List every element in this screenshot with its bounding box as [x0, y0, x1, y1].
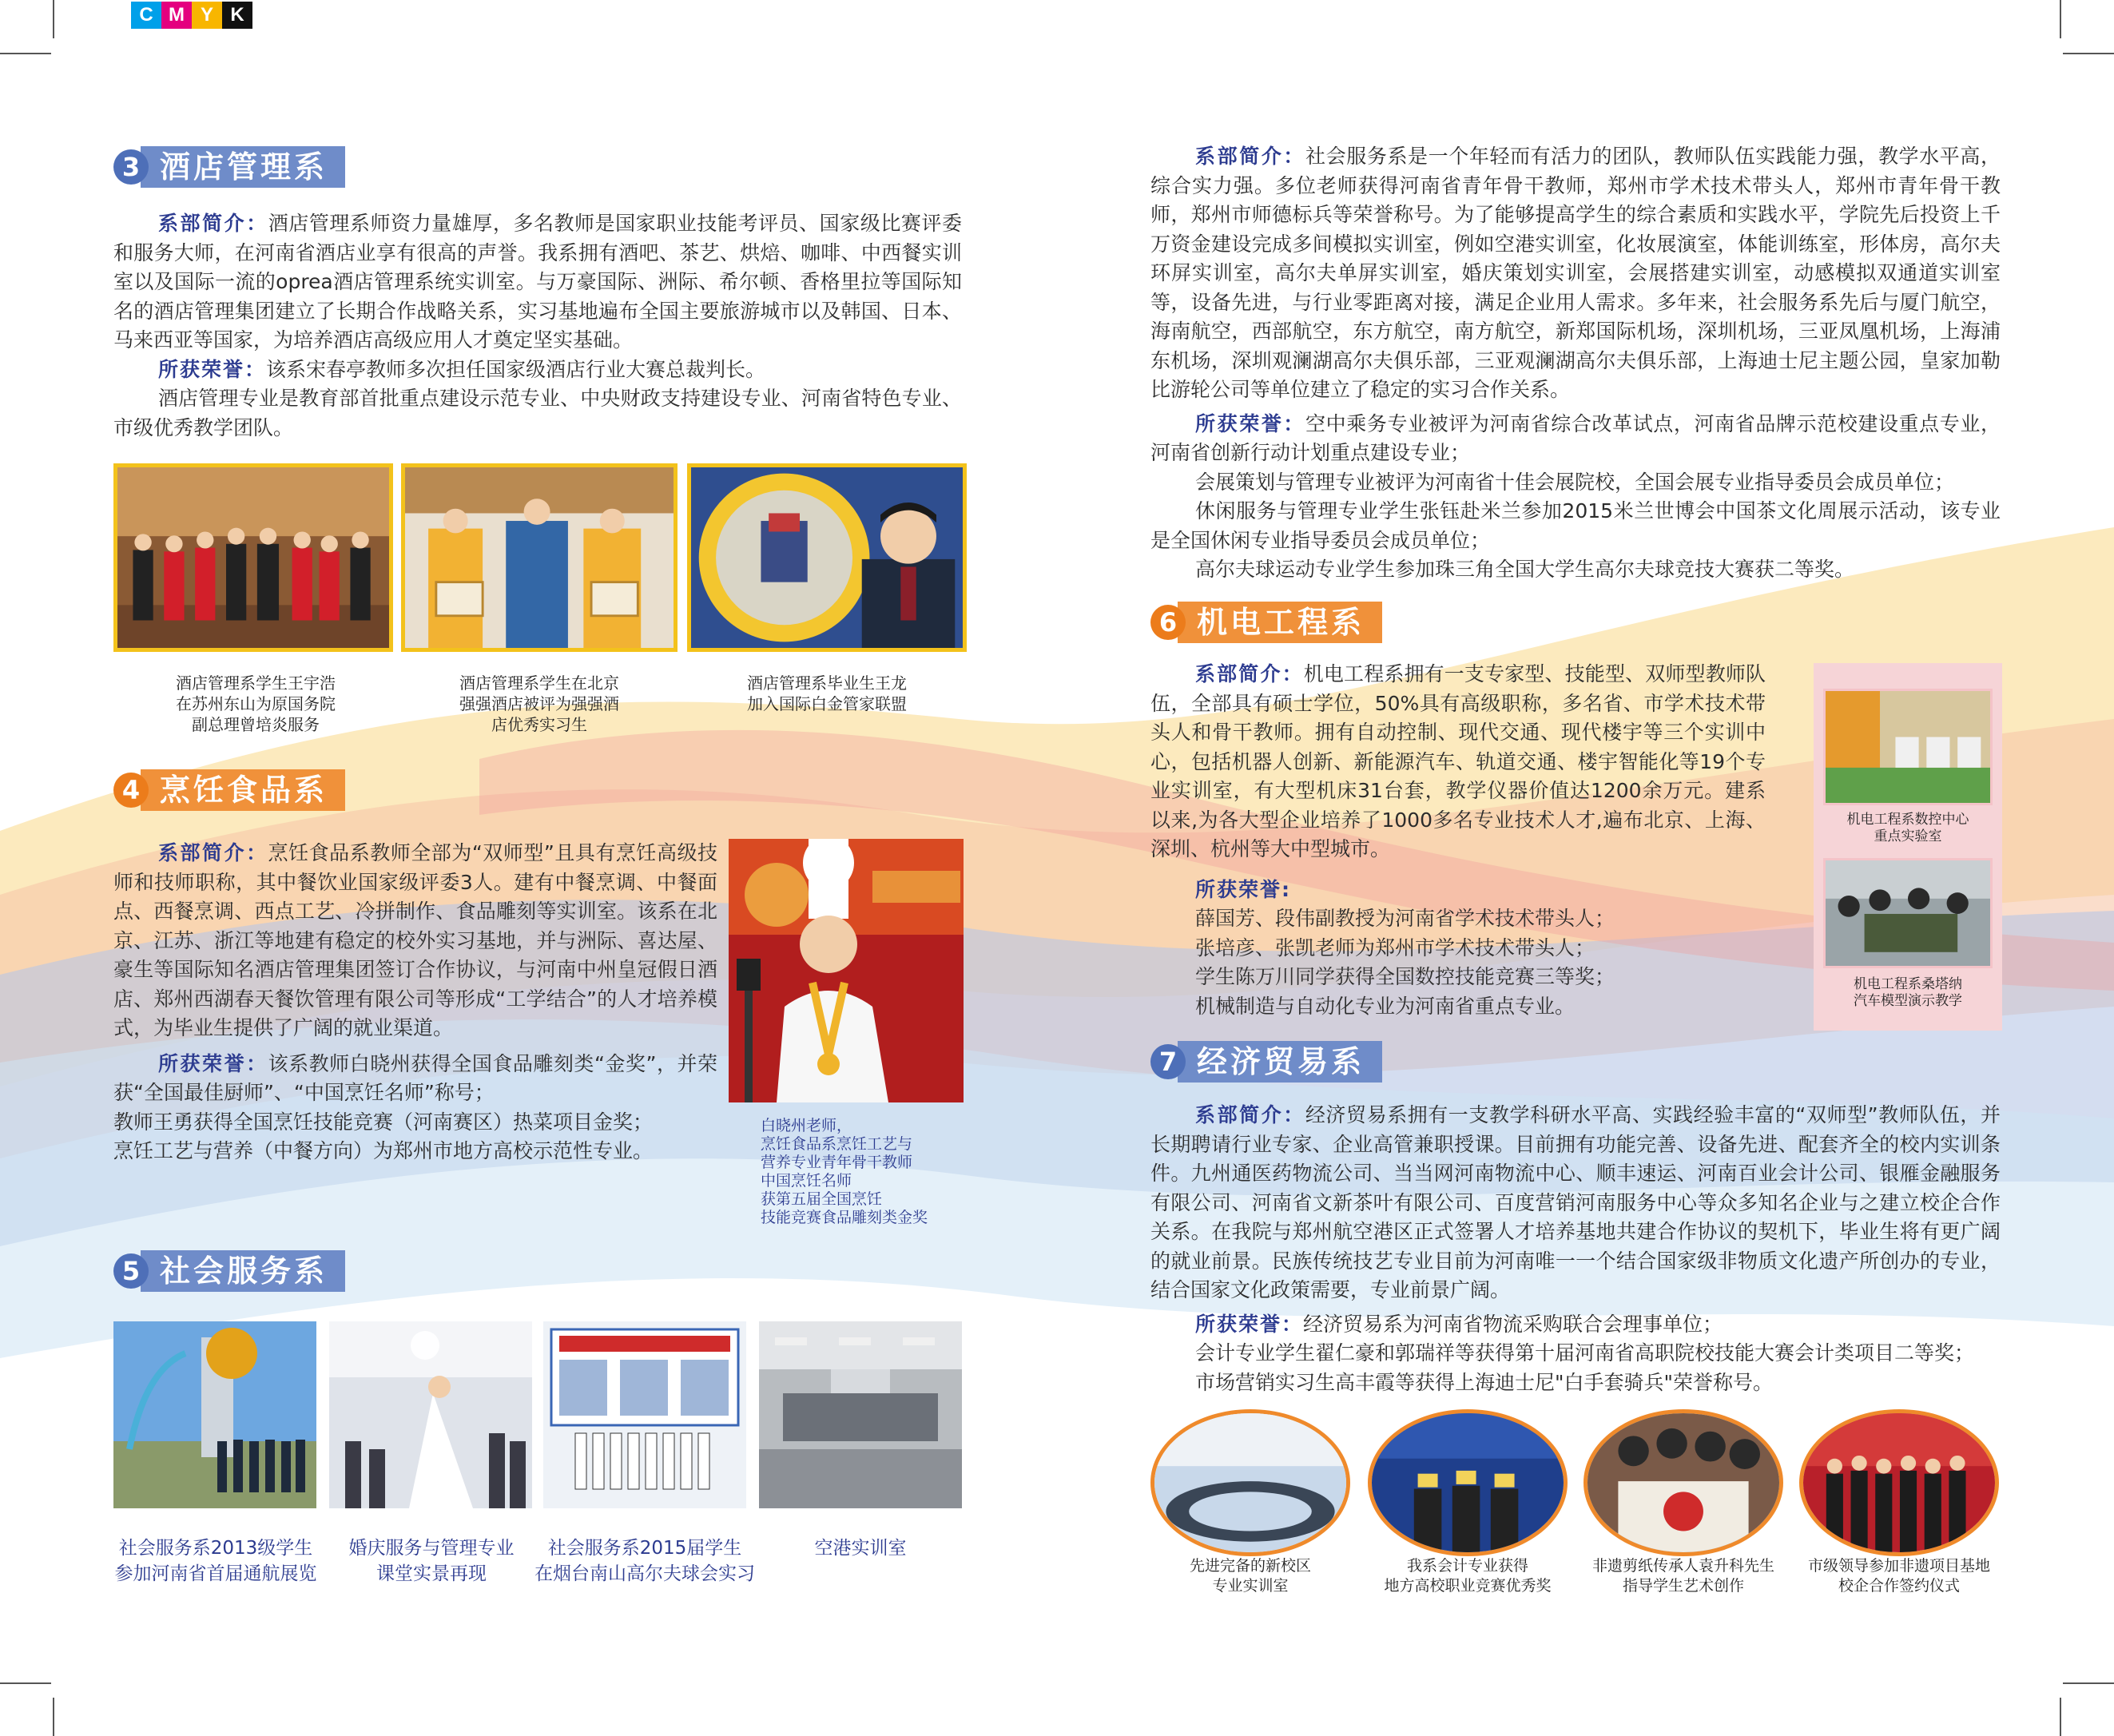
caption-econ-1: 先进完备的新校区 专业实训室: [1189, 1557, 1311, 1595]
crop-mark-bottom-left-v: [53, 1698, 54, 1736]
cmyk-color-bar: [131, 2, 252, 29]
crop-mark-top-left-v: [53, 0, 54, 38]
caption-econ-3: 非遗剪纸传承人袁升科先生 指导学生艺术创作: [1591, 1557, 1774, 1595]
honor-text-4: 高尔夫球运动专业学生参加珠三角全国大学生高尔夫球竞技大赛获二等奖。: [1195, 558, 1855, 581]
crop-mark-top-right-v: [2060, 0, 2061, 38]
honor-text-2: 张培彦、张凯老师为郑州市学术技术带头人；: [1195, 936, 1595, 959]
section-title: 烹饪食品系: [141, 769, 345, 811]
honor-text-1: 经济贸易系为河南省物流采购联合会理事单位；: [1303, 1312, 1723, 1336]
cmyk-c: C: [131, 2, 161, 29]
section-title: 经济贸易系: [1178, 1041, 1382, 1083]
photo-aviation-expo: [113, 1321, 316, 1508]
caption-hotel-2: 酒店管理系学生在北京 强强酒店被评为强强酒 店优秀实习生: [459, 673, 619, 734]
honor-text-1: 该系教师白晓州获得全国食品雕刻类“金奖”，并荣获“全国最佳厨师”、“中国烹饪名师”称号；: [113, 1051, 717, 1104]
section-4-text: [113, 839, 717, 1166]
intro-label: 系部简介：: [1195, 1103, 1305, 1126]
cmyk-m: M: [161, 2, 192, 29]
section-7-heading: [1150, 1040, 1382, 1083]
intro-text: 酒店管理系师资力量雄厚，多名教师是国家职业技能考评员、国家级比赛评委和服务大师，在河南省酒店业享有很高的声誉。我系拥有酒吧、茶艺、烘焙、咖啡、中西餐实训室以及国际一流的oprea酒店管理系统实训室。与万豪国际、洲际、希尔顿、香格里拉等国际知名的酒店管理集团建立了长期合作战略关系，实习基地遍布全国主要旅游城市以及韩国、日本、马来西亚等国家，为培养酒店高级应用人才奠定坚实基础。: [113, 212, 962, 352]
caption-chef-bai: 白晓州老师， 烹饪食品系烹饪工艺与 营养专业青年骨干教师 中国烹饪名师 获第五届全国烹饪 技能竞赛食品雕刻类金奖: [761, 1117, 928, 1226]
photo-airport-lab: [759, 1321, 962, 1508]
photo-training-room: [1150, 1409, 1350, 1556]
section-5-text: [1150, 142, 2001, 585]
photo-signing-ceremony: [1799, 1409, 1999, 1556]
honor-label: 所获荣誉：: [1195, 411, 1306, 435]
crop-mark-bottom-right-v: [2060, 1698, 2061, 1736]
caption-econ-2: 我系会计专业获得 地方高校职业竞赛优秀奖: [1384, 1557, 1552, 1595]
intro-label: 系部简介：: [1195, 145, 1306, 168]
section-5-heading: [113, 1249, 345, 1293]
intro-label: 系部简介：: [1195, 662, 1304, 685]
photo-chef-bai: [729, 839, 964, 1102]
section-number: 3: [113, 149, 149, 185]
caption-social-3: 社会服务系2015届学生 在烟台南山高尔夫球会实习: [534, 1538, 755, 1584]
honor-label: 所获荣誉:: [1195, 877, 1291, 901]
section-3-heading: [113, 145, 345, 189]
photo-hotel-award: [401, 463, 678, 652]
caption-social-2: 婚庆服务与管理专业 课堂实景再现: [348, 1538, 515, 1584]
caption-hotel-1: 酒店管理系学生王宇浩 在苏州东山为原国务院 副总理曾培炎服务: [176, 673, 336, 734]
intro-text: 机电工程系拥有一支专家型、技能型、双师型教师队伍，全部具有硕士学位，50%具有高级职称，多名省、市学术技术带头人和骨干教师。拥有自动控制、现代交通、现代楼宇等三个实训中心，包括机器人创新、新能源汽车、轨道交通、楼宇智能化等19个专业实训室，有大型机床31台套，教学仪器价值达1200余万元。建系以来,为各大型企业培养了1000多名专业技术人才,遍布北京、上海、深圳、杭州等大中型城市。: [1150, 662, 1766, 860]
photo-hotel-butler: [687, 463, 967, 652]
cmyk-k: K: [222, 2, 252, 29]
cmyk-y: Y: [192, 2, 222, 29]
honor-text-1: 空中乘务专业被评为河南省综合改革试点，河南省品牌示范校建设重点专业，河南省创新行动计划重点建设专业；: [1150, 411, 2001, 464]
intro-text: 社会服务系是一个年轻而有活力的团队，教师队伍实践能力强，教学水平高，综合实力强。多位老师获得河南省青年骨干教师，郑州市学术技术带头人，郑州市青年骨干教师，郑州市师德标兵等荣誉称号。为了能够提高学生的综合素质和实践水平，学院先后投资上千万资金建设完成多间模拟实训室，例如空港实训室，化妆展演室，体能训练室，形体房，高尔夫环屏实训室，高尔夫单屏实训室，婚庆策划实训室，会展搭建实训室，动感模拟双通道实训室等，设备先进，与行业零距离对接，满足企业用人需求。多年来，社会服务系先后与厦门航空，海南航空，西部航空，东方航空，南方航空，新郑国际机场，深圳机场，三亚凤凰机场，上海浦东机场，深圳观澜湖高尔夫俱乐部，三亚观澜湖高尔夫俱乐部，上海迪士尼主题公园，皇家加勒比游轮公司等单位建立了稳定的实习合作关系。: [1150, 145, 2001, 401]
caption-mech-1: 机电工程系数控中心 重点实验室: [1846, 812, 1969, 844]
extra-text: 酒店管理专业是教育部首批重点建设示范专业、中央财政支持建设专业、河南省特色专业、市级优秀教学团队。: [113, 387, 962, 439]
intro-text: 烹饪食品系教师全部为“双师型”且具有烹饪高级技师和技师职称，其中餐饮业国家级评委3人。建有中餐烹调、中餐面点、西餐烹调、西点工艺、冷拼制作、食品雕刻等实训室。该系在北京、江苏、浙江等地建有稳定的校外实习基地，并与洲际、喜达屋、豪生等国际知名酒店管理集团签订合作协议，与河南中州皇冠假日酒店、郑州西湖春天餐饮管理有限公司等形成“工学结合”的人才培养模式，为毕业生提供了广阔的就业渠道。: [113, 841, 717, 1039]
crop-mark-top-right: [2063, 53, 2114, 54]
honor-text-3: 休闲服务与管理专业学生张钰赴米兰参加2015米兰世博会中国茶文化周展示活动，该专业是全国休闲专业指导委员会成员单位；: [1150, 499, 2001, 552]
honor-text-4: 机械制造与自动化专业为河南省重点专业。: [1195, 994, 1576, 1018]
intro-text: 经济贸易系拥有一支教学科研水平高、实践经验丰富的“双师型”教师队伍，并长期聘请行业专家、企业高管兼职授课。目前拥有功能完善、设备先进、配套齐全的校内实训条件。九州通医药物流公司、当当网河南物流中心、顺丰速运、河南百业会计公司、银雁金融服务有限公司、河南省文新茶叶有限公司、百度营销河南服务中心等众多知名企业与之建立校企合作关系。在我院与郑州航空港区正式签署人才培养基地共建合作协议的契机下，毕业生将有更广阔的就业前景。民族传统技艺专业目前为河南唯一一个结合国家级非物质文化遗产所创办的专业，结合国家文化政策需要，专业前景广阔。: [1150, 1103, 2001, 1301]
section-number: 5: [113, 1253, 149, 1289]
section-number: 4: [113, 773, 149, 808]
photo-papercut-art: [1584, 1409, 1783, 1556]
honor-label: 所获荣誉：: [158, 1051, 268, 1075]
honor-text-2: 教师王勇获得全国烹饪技能竞赛（河南赛区）热菜项目金奖；: [113, 1110, 654, 1134]
section-title: 机电工程系: [1178, 602, 1382, 643]
section-6-text: [1150, 660, 1766, 1021]
caption-econ-4: 市级领导参加非遗项目基地 校企合作签约仪式: [1807, 1557, 1990, 1595]
caption-hotel-3: 酒店管理系毕业生王龙 加入国际白金管家联盟: [747, 673, 907, 713]
section-6-heading: [1150, 601, 1382, 644]
honor-text-2: 会展策划与管理专业被评为河南省十佳会展院校，全国会展专业指导委员会成员单位；: [1195, 470, 1955, 494]
section-title: 社会服务系: [141, 1250, 345, 1292]
crop-mark-bottom-left: [0, 1682, 51, 1684]
section-3-text: [113, 209, 962, 443]
caption-social-1: 社会服务系2013级学生 参加河南省首届通航展览: [114, 1538, 317, 1584]
honor-label: 所获荣誉：: [158, 357, 267, 381]
honor-text-3: 烹饪工艺与营养（中餐方向）为郑州市地方高校示范性专业。: [113, 1139, 654, 1162]
honor-text-2: 会计专业学生翟仁豪和郭瑞祥等获得第十届河南省高职院校技能大赛会计类项目二等奖；: [1195, 1341, 1975, 1365]
photo-wedding-class: [329, 1321, 532, 1508]
honor-text-1: 薛国芳、段伟副教授为河南省学术技术带头人；: [1195, 907, 1615, 930]
section-title: 酒店管理系: [141, 146, 345, 188]
crop-mark-top-left: [0, 53, 51, 54]
section-number: 7: [1150, 1044, 1186, 1079]
intro-label: 系部简介：: [158, 841, 268, 864]
honor-label: 所获荣誉：: [1195, 1312, 1304, 1336]
crop-mark-bottom-right: [2063, 1682, 2114, 1684]
section-number: 6: [1150, 605, 1186, 640]
photo-golf-internship: [543, 1321, 746, 1508]
section-4-heading: [113, 769, 345, 812]
photo-cnc-lab: [1823, 689, 1993, 805]
section-7-text: [1150, 1101, 2001, 1397]
photo-hotel-students: [113, 463, 393, 652]
honor-text-3: 学生陈万川同学获得全国数控技能竞赛三等奖；: [1195, 965, 1615, 988]
photo-santana-model: [1823, 858, 1993, 968]
photo-accounting-award: [1368, 1409, 1568, 1556]
honor-text-3: 市场营销实习生高丰霞等获得上海迪士尼"白手套骑兵"荣誉称号。: [1195, 1370, 1774, 1394]
honor-text: 该系宋春亭教师多次担任国家级酒店行业大赛总裁判长。: [266, 357, 766, 381]
intro-label: 系部简介：: [158, 212, 268, 235]
caption-social-4: 空港实训室: [814, 1538, 907, 1559]
caption-mech-2: 机电工程系桑塔纳 汽车模型演示教学: [1854, 976, 1962, 1009]
